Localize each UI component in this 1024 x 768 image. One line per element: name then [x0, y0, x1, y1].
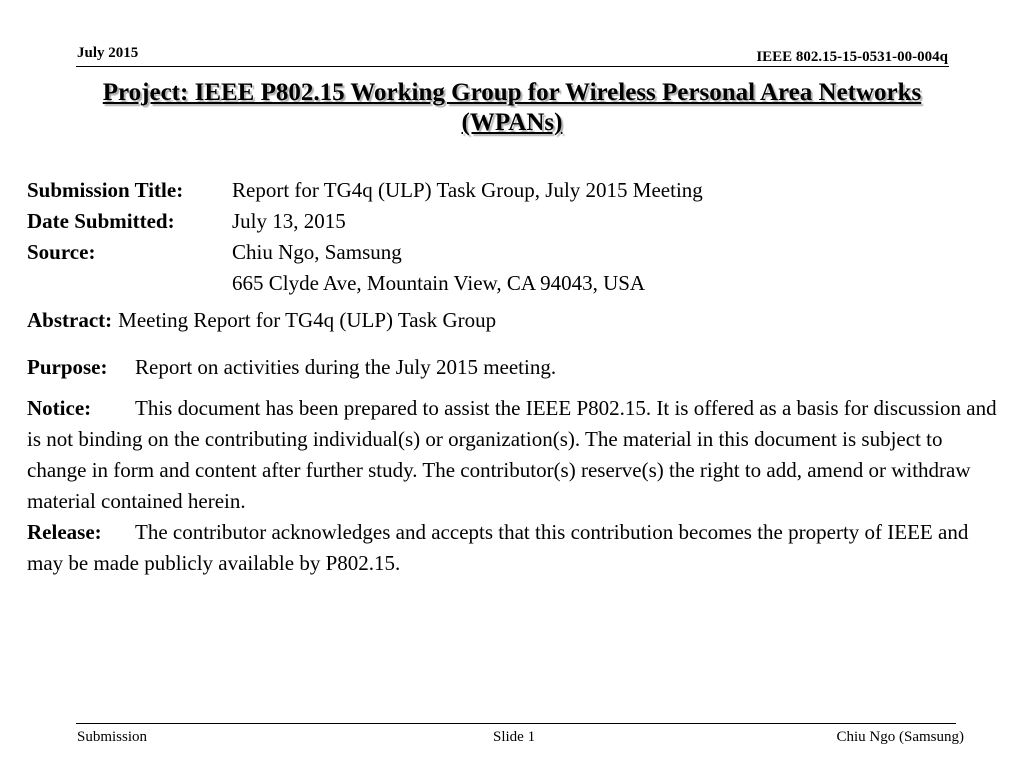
project-title-line1: Project: IEEE P802.15 Working Group for Wireless Personal Area Networks	[102, 79, 922, 106]
footer-divider	[76, 723, 956, 724]
submission-title-row	[27, 175, 703, 206]
release-label: Release:	[27, 520, 102, 544]
notice-label: Notice:	[27, 396, 92, 420]
submission-fields	[27, 175, 703, 299]
submission-title-label: Submission Title:	[27, 178, 184, 202]
purpose-text: Report on activities during the July 2015 meeting.	[135, 355, 557, 379]
project-title-line2: (WPANs)	[461, 109, 563, 136]
source-line2: 665 Clyde Ave, Mountain View, CA 94043, USA	[232, 271, 646, 295]
date-submitted-value: July 13, 2015	[232, 209, 346, 233]
abstract-paragraph	[27, 305, 997, 336]
project-title	[30, 78, 994, 138]
notice-text: This document has been prepared to assist the IEEE P802.15. It is offered as a basis for discussion and is not binding on the contributing individual(s) or organization(s). The material in this document is subject to change in form and content after further study. The contributor(s) reserve(s) the right to add, amend or withdraw material contained herein.	[27, 396, 997, 513]
source-line1: Chiu Ngo, Samsung	[232, 240, 402, 264]
source-label: Source:	[27, 240, 96, 264]
header-date: July 2015	[77, 45, 139, 61]
abstract-label: Abstract:	[27, 308, 113, 332]
release-text: The contributor acknowledges and accepts that this contribution becomes the property of IEEE and may be made publicly available by P802.15.	[27, 520, 969, 575]
notice-release-block	[27, 393, 997, 579]
footer-author: Chiu Ngo (Samsung)	[836, 729, 964, 745]
header-divider	[76, 66, 949, 67]
abstract-text: Meeting Report for TG4q (ULP) Task Group	[118, 308, 497, 332]
date-submitted-label: Date Submitted:	[27, 209, 175, 233]
footer-submission: Submission	[77, 729, 148, 745]
submission-title-value: Report for TG4q (ULP) Task Group, July 2015 Meeting	[232, 178, 703, 202]
source-row	[27, 237, 703, 268]
date-submitted-row	[27, 206, 703, 237]
purpose-label: Purpose:	[27, 355, 108, 379]
header-doc-number: IEEE 802.15-15-0531-00-004q	[756, 49, 948, 65]
purpose-paragraph	[27, 352, 997, 383]
footer-slide-number: Slide 1	[493, 729, 536, 745]
